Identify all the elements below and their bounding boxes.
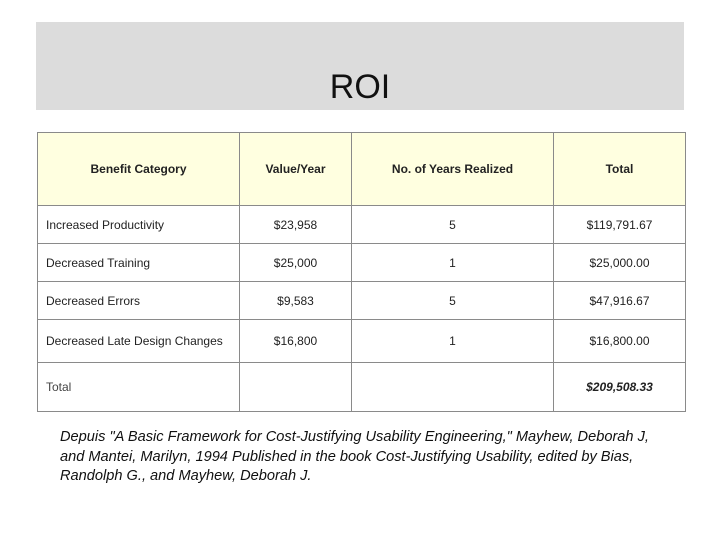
row-value-per-year: $25,000 <box>240 244 352 282</box>
roi-table <box>37 132 686 412</box>
header-value-per-year: Value/Year <box>240 133 352 206</box>
row-total: $119,791.67 <box>554 206 686 244</box>
slide-title: ROI <box>329 68 391 106</box>
row-value-per-year: $16,800 <box>240 320 352 363</box>
table-total-row <box>38 363 686 412</box>
total-label: Total <box>38 363 240 412</box>
row-value-per-year: $9,583 <box>240 282 352 320</box>
citation-text: Depuis "A Basic Framework for Cost-Justifying Usability Engineering," Mayhew, Deborah J, and Mantei, Marilyn, 1994 Published in the book Cost-Justifying Usability, edited by Bias, Randolph G., and Mayhew, Deborah J. <box>60 429 649 484</box>
total-empty-cell <box>240 363 352 412</box>
header-benefit-category: Benefit Category <box>38 133 240 206</box>
table-header-row <box>38 133 686 206</box>
header-total: Total <box>554 133 686 206</box>
row-total: $16,800.00 <box>554 320 686 363</box>
row-category: Decreased Late Design Changes <box>38 320 240 363</box>
row-years: 1 <box>352 320 554 363</box>
row-years: 5 <box>352 206 554 244</box>
table-row <box>38 320 686 363</box>
total-value: $209,508.33 <box>554 363 686 412</box>
table-row <box>38 282 686 320</box>
table-row <box>38 244 686 282</box>
table-row <box>38 206 686 244</box>
row-value-per-year: $23,958 <box>240 206 352 244</box>
slide-title-bar <box>36 22 684 110</box>
row-years: 5 <box>352 282 554 320</box>
row-years: 1 <box>352 244 554 282</box>
row-category: Decreased Training <box>38 244 240 282</box>
total-empty-cell <box>352 363 554 412</box>
row-total: $47,916.67 <box>554 282 686 320</box>
row-category: Increased Productivity <box>38 206 240 244</box>
row-category: Decreased Errors <box>38 282 240 320</box>
row-total: $25,000.00 <box>554 244 686 282</box>
header-years-realized: No. of Years Realized <box>352 133 554 206</box>
